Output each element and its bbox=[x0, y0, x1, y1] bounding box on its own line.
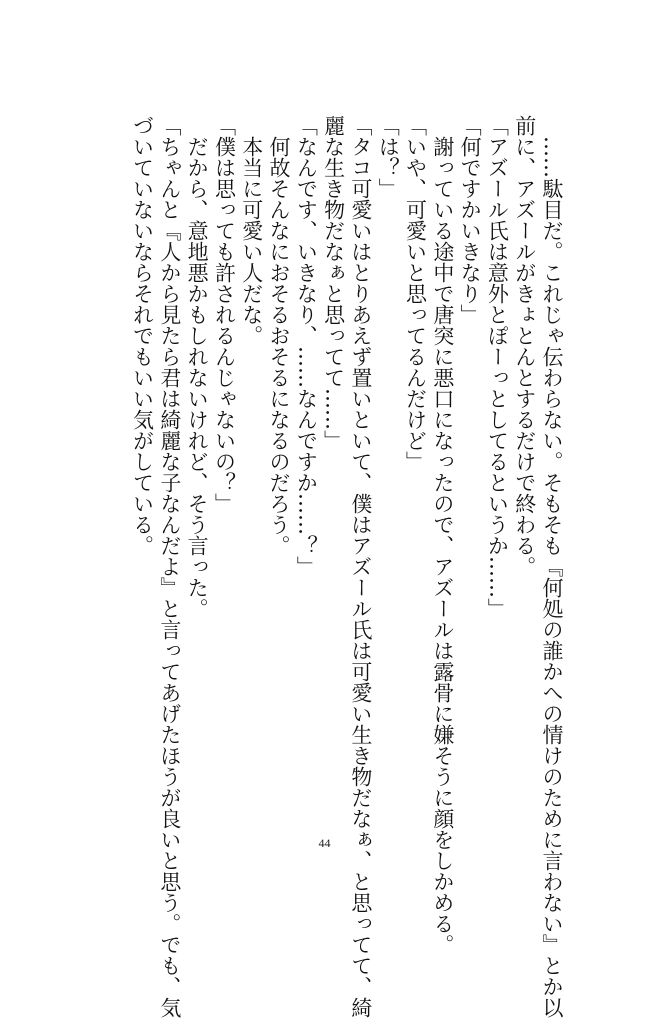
page-number: 44 bbox=[318, 836, 331, 850]
text-line-6: 「いや、可愛いと思ってるんだけど」 bbox=[403, 115, 428, 472]
text-line-5: 謝っている途中で唐突に悪口になったので、アズールは露骨に嫌そうに顔をしかめる。 bbox=[430, 115, 455, 955]
text-line-14: だから、意地悪かもしれないけれど、そう言った。 bbox=[185, 115, 210, 619]
text-line-1: ……駄目だ。これじゃ伝わらない。そもそも『何処の誰かへの情けのために言わない』とか以 bbox=[540, 115, 564, 1018]
text-line-16: づいていないならそれでもいい気がしている。 bbox=[130, 115, 155, 556]
text-line-15: 「ちゃんと『人から見たら君は綺麗な子なんだよ』と言ってあげたほうが良いと思う。でも、気 bbox=[157, 115, 182, 1018]
text-line-13: 「僕は思っても許されるんじゃないの？」 bbox=[212, 115, 237, 514]
text-line-11: 何故そんなにおそるおそるになるのだろう。 bbox=[267, 115, 292, 556]
text-line-10: 「なんです、いきなり、……なんですか……？」 bbox=[294, 115, 319, 577]
text-line-2: 前に、アズールがきょとんとするだけで終わる。 bbox=[512, 115, 537, 577]
text-line-3: 「アズール氏は意外とぽーっとしてるというか……」 bbox=[485, 115, 510, 619]
text-line-9: 麗な生き物だなぁと思ってて……」 bbox=[321, 115, 346, 451]
text-line-7: 「は？」 bbox=[376, 115, 401, 199]
text-line-12: 本当に可愛い人だな。 bbox=[239, 115, 264, 346]
text-line-8: 「タコ可愛いはとりあえず置いといて、僕はアズール氏は可愛い生き物だなぁ、と思ってて、綺 bbox=[348, 115, 373, 1018]
text-line-4: 「何ですかいきなり」 bbox=[458, 115, 483, 325]
